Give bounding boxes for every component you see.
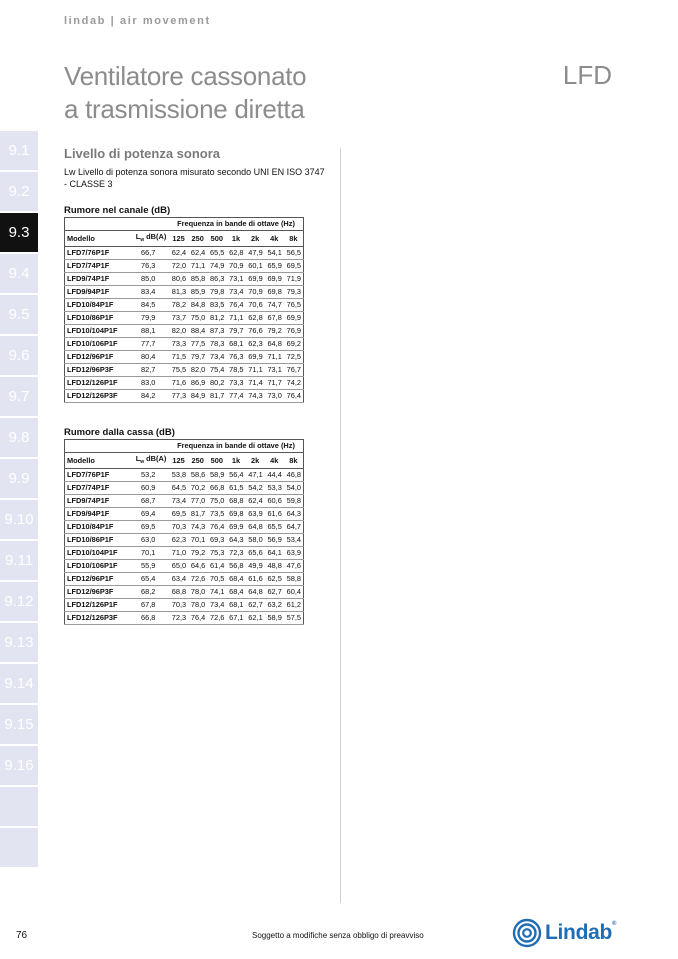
band-cell: 63,2 xyxy=(265,599,284,612)
band-cell: 80,2 xyxy=(207,377,226,390)
section-description: Lw Livello di potenza sonora misurato secondo UNI EN ISO 3747 - CLASSE 3 xyxy=(64,167,325,189)
band-cell: 53,8 xyxy=(169,469,188,482)
freq-header: Frequenza in bande di ottave (Hz) xyxy=(169,218,304,231)
band-cell: 73,4 xyxy=(169,495,188,508)
band-cell: 86,9 xyxy=(188,377,207,390)
section-tab-9-4[interactable]: 9.4 xyxy=(0,254,38,293)
band-cell: 69,9 xyxy=(226,521,245,534)
lw-cell: 65,4 xyxy=(133,573,169,586)
table-row xyxy=(65,312,304,325)
band-cell: 62,4 xyxy=(169,247,188,260)
band-cell: 64,5 xyxy=(169,482,188,495)
band-cell: 56,4 xyxy=(226,469,245,482)
lw-cell: 68,2 xyxy=(133,586,169,599)
section-tab-9-2[interactable]: 9.2 xyxy=(0,172,38,211)
band-cell: 57,5 xyxy=(284,612,304,625)
model-cell: LFD7/74P1F xyxy=(65,260,134,273)
band-cell: 56,5 xyxy=(284,247,304,260)
lw-cell: 69,5 xyxy=(133,521,169,534)
band-cell: 73,1 xyxy=(226,273,245,286)
section-tab-empty xyxy=(0,787,38,826)
band-cell: 70,2 xyxy=(188,482,207,495)
table-row xyxy=(65,547,304,560)
col-125: 125 xyxy=(169,231,188,247)
band-cell: 83,5 xyxy=(207,299,226,312)
band-cell: 64,6 xyxy=(188,560,207,573)
band-cell: 64,8 xyxy=(265,338,284,351)
band-cell: 86,3 xyxy=(207,273,226,286)
lw-cell: 70,1 xyxy=(133,547,169,560)
table-row xyxy=(65,260,304,273)
table-row xyxy=(65,482,304,495)
band-cell: 62,7 xyxy=(265,586,284,599)
col-2k: 2k xyxy=(246,453,265,469)
table-row xyxy=(65,247,304,260)
band-cell: 74,9 xyxy=(207,260,226,273)
lw-cell: 83,4 xyxy=(133,286,169,299)
col-1k: 1k xyxy=(226,453,245,469)
band-cell: 81,7 xyxy=(207,390,226,403)
band-cell: 67,8 xyxy=(265,312,284,325)
table-row xyxy=(65,495,304,508)
band-cell: 61,2 xyxy=(284,599,304,612)
band-cell: 88,4 xyxy=(188,325,207,338)
table-row xyxy=(65,364,304,377)
model-cell: LFD12/126P1F xyxy=(65,599,134,612)
band-cell: 70,5 xyxy=(207,573,226,586)
sound-table-canale xyxy=(64,217,304,403)
band-cell: 77,0 xyxy=(188,495,207,508)
model-cell: LFD9/74P1F xyxy=(65,495,134,508)
band-cell: 47,9 xyxy=(246,247,265,260)
section-tab-9-15[interactable]: 9.15 xyxy=(0,705,38,744)
band-cell: 69,5 xyxy=(284,260,304,273)
col-2k: 2k xyxy=(246,231,265,247)
band-cell: 61,6 xyxy=(246,573,265,586)
band-cell: 60,4 xyxy=(284,586,304,599)
page-title-line2: a trasmissione diretta xyxy=(64,94,305,124)
lw-cell: 82,7 xyxy=(133,364,169,377)
band-cell: 68,8 xyxy=(226,495,245,508)
band-cell: 65,5 xyxy=(265,521,284,534)
lw-cell: 85,0 xyxy=(133,273,169,286)
model-cell: LFD10/86P1F xyxy=(65,312,134,325)
col-1k: 1k xyxy=(226,231,245,247)
band-cell: 72,3 xyxy=(226,547,245,560)
section-title: Livello di potenza sonora xyxy=(64,146,221,161)
band-cell: 62,8 xyxy=(226,247,245,260)
band-cell: 59,8 xyxy=(284,495,304,508)
band-cell: 69,9 xyxy=(246,273,265,286)
table-row xyxy=(65,351,304,364)
section-tab-9-11[interactable]: 9.11 xyxy=(0,541,38,580)
band-cell: 68,1 xyxy=(226,338,245,351)
band-cell: 62,8 xyxy=(246,312,265,325)
band-cell: 73,3 xyxy=(226,377,245,390)
table-row xyxy=(65,508,304,521)
col-model: Modello xyxy=(65,231,134,247)
band-cell: 74,1 xyxy=(207,586,226,599)
model-cell: LFD10/104P1F xyxy=(65,547,134,560)
band-cell: 48,8 xyxy=(265,560,284,573)
band-cell: 82,0 xyxy=(169,325,188,338)
page-title-line1: Ventilatore cassonato xyxy=(64,61,307,91)
band-cell: 61,6 xyxy=(265,508,284,521)
model-cell: LFD7/74P1F xyxy=(65,482,134,495)
band-cell: 70,9 xyxy=(246,286,265,299)
band-cell: 64,8 xyxy=(246,521,265,534)
band-cell: 75,4 xyxy=(207,364,226,377)
band-cell: 60,6 xyxy=(265,495,284,508)
lw-cell: 84,5 xyxy=(133,299,169,312)
band-cell: 79,8 xyxy=(207,286,226,299)
lw-cell: 83,0 xyxy=(133,377,169,390)
model-cell: LFD9/94P1F xyxy=(65,508,134,521)
band-cell: 82,0 xyxy=(188,364,207,377)
lw-cell: 68,7 xyxy=(133,495,169,508)
band-cell: 69,5 xyxy=(169,508,188,521)
col-250: 250 xyxy=(188,231,207,247)
model-cell: LFD10/104P1F xyxy=(65,325,134,338)
col-8k: 8k xyxy=(284,453,304,469)
band-cell: 62,5 xyxy=(265,573,284,586)
band-cell: 72,6 xyxy=(207,612,226,625)
model-cell: LFD12/126P3F xyxy=(65,612,134,625)
band-cell: 65,5 xyxy=(207,247,226,260)
header-brand: lindab | air movement xyxy=(64,15,211,27)
table-row xyxy=(65,573,304,586)
band-cell: 64,7 xyxy=(284,521,304,534)
section-tab-9-13[interactable]: 9.13 xyxy=(0,623,38,662)
model-cell: LFD10/86P1F xyxy=(65,534,134,547)
band-cell: 78,0 xyxy=(188,586,207,599)
band-cell: 78,2 xyxy=(169,299,188,312)
band-cell: 73,0 xyxy=(265,390,284,403)
col-lw: $L_w$ dB(A) xyxy=(133,231,169,247)
table-row xyxy=(65,521,304,534)
table-row xyxy=(65,299,304,312)
band-cell: 73,7 xyxy=(169,312,188,325)
lindab-logo xyxy=(512,918,616,948)
page-number: 76 xyxy=(16,930,28,941)
band-cell: 61,4 xyxy=(207,560,226,573)
band-cell: 62,1 xyxy=(246,612,265,625)
band-cell: 76,4 xyxy=(207,521,226,534)
col-4k: 4k xyxy=(265,453,284,469)
band-cell: 84,9 xyxy=(188,390,207,403)
band-cell: 56,9 xyxy=(265,534,284,547)
band-cell: 54,1 xyxy=(265,247,284,260)
band-cell: 73,3 xyxy=(169,338,188,351)
band-cell: 58,9 xyxy=(265,612,284,625)
band-cell: 70,3 xyxy=(169,521,188,534)
band-cell: 85,8 xyxy=(188,273,207,286)
section-tab-9-16[interactable]: 9.16 xyxy=(0,746,38,785)
product-code: LFD xyxy=(562,60,612,90)
band-cell: 70,3 xyxy=(169,599,188,612)
lw-cell: 88,1 xyxy=(133,325,169,338)
col-8k: 8k xyxy=(284,231,304,247)
band-cell: 71,9 xyxy=(284,273,304,286)
band-cell: 71,5 xyxy=(169,351,188,364)
band-cell: 75,0 xyxy=(207,495,226,508)
band-cell: 69,8 xyxy=(265,286,284,299)
table-row xyxy=(65,534,304,547)
model-cell: LFD7/76P1F xyxy=(65,469,134,482)
column-divider xyxy=(340,148,341,903)
band-cell: 78,0 xyxy=(188,599,207,612)
band-cell: 68,4 xyxy=(226,573,245,586)
band-cell: 62,4 xyxy=(188,247,207,260)
band-cell: 78,3 xyxy=(207,338,226,351)
band-cell: 54,0 xyxy=(284,482,304,495)
band-cell: 72,0 xyxy=(169,260,188,273)
page-title xyxy=(64,60,306,126)
band-cell: 64,1 xyxy=(265,547,284,560)
band-cell: 63,4 xyxy=(169,573,188,586)
band-cell: 81,7 xyxy=(188,508,207,521)
section-tab-9-14[interactable]: 9.14 xyxy=(0,664,38,703)
logo-text: Lindab® xyxy=(545,921,617,944)
model-cell: LFD9/94P1F xyxy=(65,286,134,299)
model-cell: LFD12/96P3F xyxy=(65,364,134,377)
band-cell: 80,6 xyxy=(169,273,188,286)
footer-note: Soggetto a modifiche senza obbligo di preavviso xyxy=(252,931,424,940)
model-cell: LFD10/84P1F xyxy=(65,521,134,534)
band-cell: 71,7 xyxy=(265,377,284,390)
band-cell: 62,3 xyxy=(169,534,188,547)
band-cell: 73,5 xyxy=(207,508,226,521)
band-cell: 71,1 xyxy=(265,351,284,364)
band-cell: 73,4 xyxy=(226,286,245,299)
band-cell: 84,8 xyxy=(188,299,207,312)
band-cell: 79,7 xyxy=(226,325,245,338)
band-cell: 76,6 xyxy=(246,325,265,338)
section-tab-empty xyxy=(0,828,38,867)
section-tabs xyxy=(0,131,38,869)
band-cell: 68,8 xyxy=(169,586,188,599)
band-cell: 76,5 xyxy=(284,299,304,312)
model-cell: LFD12/126P1F xyxy=(65,377,134,390)
band-cell: 58,9 xyxy=(207,469,226,482)
band-cell: 69,3 xyxy=(207,534,226,547)
band-cell: 68,1 xyxy=(226,599,245,612)
band-cell: 56,8 xyxy=(226,560,245,573)
lw-cell: 63,0 xyxy=(133,534,169,547)
table-row xyxy=(65,599,304,612)
band-cell: 58,0 xyxy=(246,534,265,547)
freq-header: Frequenza in bande di ottave (Hz) xyxy=(169,440,304,453)
section-tab-9-8[interactable]: 9.8 xyxy=(0,418,38,457)
section-tab-9-1[interactable]: 9.1 xyxy=(0,131,38,170)
lw-cell: 77,7 xyxy=(133,338,169,351)
band-cell: 69,8 xyxy=(226,508,245,521)
lw-cell: 55,9 xyxy=(133,560,169,573)
band-cell: 79,2 xyxy=(265,325,284,338)
table-row xyxy=(65,377,304,390)
lw-cell: 84,2 xyxy=(133,390,169,403)
band-cell: 85,9 xyxy=(188,286,207,299)
band-cell: 75,5 xyxy=(169,364,188,377)
lw-cell: 79,9 xyxy=(133,312,169,325)
band-cell: 76,9 xyxy=(284,325,304,338)
band-cell: 68,4 xyxy=(226,586,245,599)
col-250: 250 xyxy=(188,453,207,469)
band-cell: 72,6 xyxy=(188,573,207,586)
band-cell: 77,4 xyxy=(226,390,245,403)
section-tab-9-10[interactable]: 9.10 xyxy=(0,500,38,539)
band-cell: 71,1 xyxy=(188,260,207,273)
section-tab-9-3[interactable]: 9.3 xyxy=(0,213,38,252)
section-tab-9-12[interactable]: 9.12 xyxy=(0,582,38,621)
lw-cell: 80,4 xyxy=(133,351,169,364)
band-cell: 74,7 xyxy=(265,299,284,312)
table-label-cassa: Rumore dalla cassa (dB) xyxy=(64,427,175,438)
band-cell: 73,4 xyxy=(207,351,226,364)
band-cell: 77,3 xyxy=(169,390,188,403)
band-cell: 76,4 xyxy=(226,299,245,312)
band-cell: 73,1 xyxy=(265,364,284,377)
band-cell: 74,3 xyxy=(188,521,207,534)
table-row xyxy=(65,273,304,286)
col-125: 125 xyxy=(169,453,188,469)
col-4k: 4k xyxy=(265,231,284,247)
band-cell: 79,2 xyxy=(188,547,207,560)
lw-cell: 60,9 xyxy=(133,482,169,495)
table-row xyxy=(65,469,304,482)
band-cell: 58,8 xyxy=(284,573,304,586)
band-cell: 77,5 xyxy=(188,338,207,351)
model-cell: LFD10/84P1F xyxy=(65,299,134,312)
table-label-canale: Rumore nel canale (dB) xyxy=(64,205,171,216)
band-cell: 75,3 xyxy=(207,547,226,560)
lw-cell: 66,7 xyxy=(133,247,169,260)
col-500: 500 xyxy=(207,231,226,247)
band-cell: 71,0 xyxy=(169,547,188,560)
lw-cell: 76,3 xyxy=(133,260,169,273)
band-cell: 76,4 xyxy=(188,612,207,625)
band-cell: 66,8 xyxy=(207,482,226,495)
table-row xyxy=(65,586,304,599)
table-row xyxy=(65,286,304,299)
band-cell: 62,7 xyxy=(246,599,265,612)
sound-table-cassa xyxy=(64,439,304,625)
table-row xyxy=(65,390,304,403)
band-cell: 79,3 xyxy=(284,286,304,299)
band-cell: 54,2 xyxy=(246,482,265,495)
band-cell: 69,9 xyxy=(246,351,265,364)
band-cell: 87,3 xyxy=(207,325,226,338)
band-cell: 71,1 xyxy=(226,312,245,325)
band-cell: 63,9 xyxy=(284,547,304,560)
band-cell: 69,9 xyxy=(284,312,304,325)
model-cell: LFD12/96P3F xyxy=(65,586,134,599)
col-500: 500 xyxy=(207,453,226,469)
model-cell: LFD12/96P1F xyxy=(65,351,134,364)
section-tab-9-7[interactable]: 9.7 xyxy=(0,377,38,416)
band-cell: 72,5 xyxy=(284,351,304,364)
model-cell: LFD12/96P1F xyxy=(65,573,134,586)
model-cell: LFD10/106P1F xyxy=(65,560,134,573)
band-cell: 72,3 xyxy=(169,612,188,625)
band-cell: 70,6 xyxy=(246,299,265,312)
band-cell: 61,5 xyxy=(226,482,245,495)
band-cell: 58,6 xyxy=(188,469,207,482)
band-cell: 44,4 xyxy=(265,469,284,482)
lw-cell: 66,8 xyxy=(133,612,169,625)
band-cell: 71,6 xyxy=(169,377,188,390)
band-cell: 70,1 xyxy=(188,534,207,547)
model-cell: LFD12/126P3F xyxy=(65,390,134,403)
table-row xyxy=(65,560,304,573)
section-tab-9-6[interactable]: 9.6 xyxy=(0,336,38,375)
section-tab-9-5[interactable]: 9.5 xyxy=(0,295,38,334)
lindab-logo-icon xyxy=(512,918,542,948)
model-cell: LFD10/106P1F xyxy=(65,338,134,351)
band-cell: 76,3 xyxy=(226,351,245,364)
band-cell: 78,5 xyxy=(226,364,245,377)
band-cell: 71,4 xyxy=(246,377,265,390)
lw-cell: 53,2 xyxy=(133,469,169,482)
band-cell: 64,3 xyxy=(226,534,245,547)
band-cell: 64,3 xyxy=(284,508,304,521)
table-row xyxy=(65,325,304,338)
band-cell: 64,8 xyxy=(246,586,265,599)
band-cell: 76,4 xyxy=(284,390,304,403)
band-cell: 75,0 xyxy=(188,312,207,325)
band-cell: 62,3 xyxy=(246,338,265,351)
band-cell: 63,9 xyxy=(246,508,265,521)
band-cell: 69,9 xyxy=(265,273,284,286)
table-row xyxy=(65,612,304,625)
section-tab-9-9[interactable]: 9.9 xyxy=(0,459,38,498)
band-cell: 73,4 xyxy=(207,599,226,612)
band-cell: 81,2 xyxy=(207,312,226,325)
band-cell: 46,8 xyxy=(284,469,304,482)
band-cell: 81,3 xyxy=(169,286,188,299)
band-cell: 47,6 xyxy=(284,560,304,573)
band-cell: 76,7 xyxy=(284,364,304,377)
band-cell: 71,1 xyxy=(246,364,265,377)
band-cell: 65,9 xyxy=(265,260,284,273)
band-cell: 65,0 xyxy=(169,560,188,573)
table-row xyxy=(65,338,304,351)
band-cell: 70,9 xyxy=(226,260,245,273)
band-cell: 47,1 xyxy=(246,469,265,482)
model-cell: LFD9/74P1F xyxy=(65,273,134,286)
model-cell: LFD7/76P1F xyxy=(65,247,134,260)
band-cell: 62,4 xyxy=(246,495,265,508)
col-lw: $L_w$ dB(A) xyxy=(133,453,169,469)
band-cell: 53,4 xyxy=(284,534,304,547)
lw-cell: 67,8 xyxy=(133,599,169,612)
band-cell: 79,7 xyxy=(188,351,207,364)
band-cell: 69,2 xyxy=(284,338,304,351)
band-cell: 67,1 xyxy=(226,612,245,625)
band-cell: 49,9 xyxy=(246,560,265,573)
band-cell: 74,2 xyxy=(284,377,304,390)
band-cell: 60,1 xyxy=(246,260,265,273)
lw-cell: 69,4 xyxy=(133,508,169,521)
band-cell: 53,3 xyxy=(265,482,284,495)
band-cell: 74,3 xyxy=(246,390,265,403)
col-model: Modello xyxy=(65,453,134,469)
band-cell: 65,6 xyxy=(246,547,265,560)
